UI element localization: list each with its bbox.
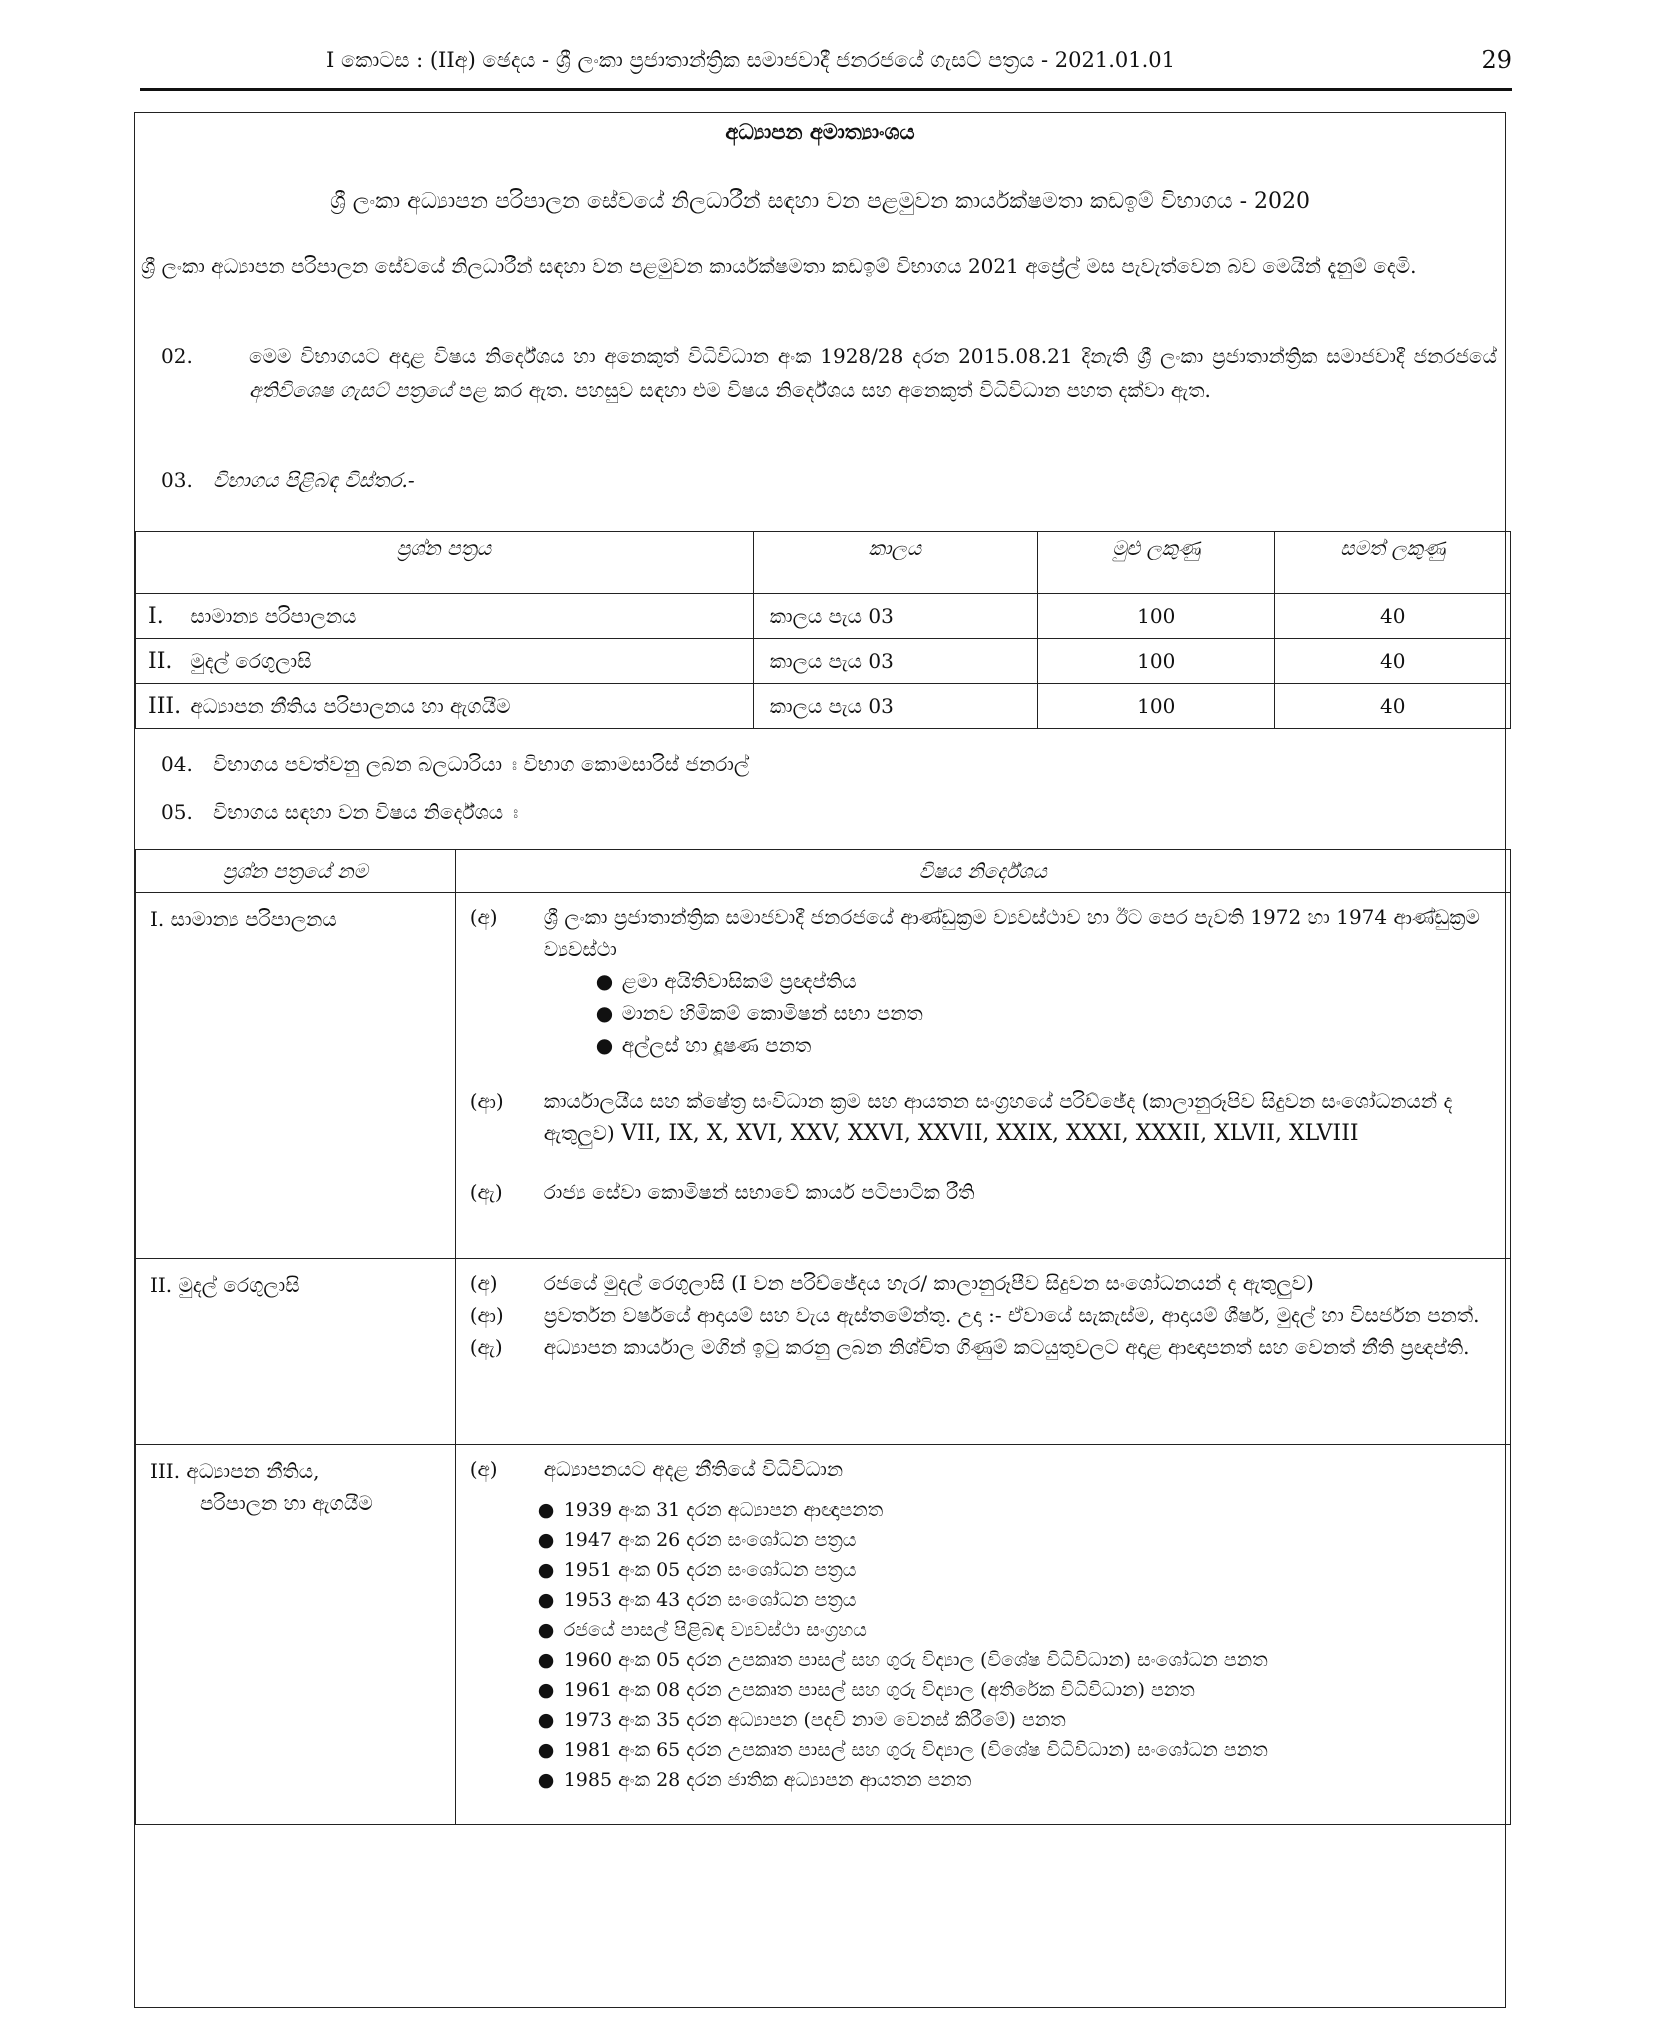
paper-name: අධ්‍යාපන නීතිය පරිපාලනය හා ඇගයීම [190,693,511,718]
syllabus-table [135,849,1511,1825]
bullet-icon: ● [537,1679,555,1701]
bullet-icon: ● [595,1001,614,1025]
table-row [136,684,1511,729]
list-item-text: මානව හිමිකම් කොමිෂන් සභා පනත [621,1001,923,1025]
bullet-icon: ● [537,1589,555,1611]
paper-name-cell [136,639,754,684]
list-item-text: 1953 අංක 43 දරන සංශෝධන පත්‍රය [563,1589,857,1611]
syllabus-item [456,901,1510,965]
list-item-text: 1961 අංක 08 දරන උපකෘත පාසල් සහ ගුරු විද්‍යාල (අතිරේක විධිවිධාන) පනත [563,1679,1195,1701]
roman-numeral: II. [148,648,173,674]
paper-name: මුදල් රෙගුලාසි [190,648,312,673]
pass-marks-cell: 40 [1275,684,1511,729]
list-item [538,1615,1510,1645]
list-item [538,1585,1510,1615]
item-label: (අ) [469,1457,498,1481]
syllabus-item [456,1085,1510,1150]
list-item [538,1765,1510,1795]
paragraph-text-italic: අතිවිශෙෂ ගැසට් පත්‍රයේ [249,378,453,402]
bullet-icon: ● [537,1769,555,1791]
total-marks-cell: 100 [1037,684,1275,729]
gazette-header [140,40,1512,84]
paragraph-05 [161,795,518,829]
pass-marks-cell: 40 [1275,594,1511,639]
bullet-list [456,965,1510,1061]
column-header: මුළු ලකුණු [1037,532,1275,594]
list-item [538,1555,1510,1585]
paper-name-cell [136,684,754,729]
list-item-text: 1939 අංක 31 දරන අධ්‍යාපන ආඥාපනත [563,1499,884,1521]
item-label: (ඇ) [469,1180,503,1204]
syllabus-item [456,1331,1510,1363]
list-item-text: 1947 අංක 26 දරන සංශෝධන පත්‍රය [563,1529,857,1551]
list-item [538,1495,1510,1525]
list-item-text: අල්ලස් හා දූෂණ පනත [621,1033,812,1057]
bullet-icon: ● [537,1499,555,1521]
exam-details-table [135,531,1511,729]
item-text: ශ්‍රී ලංකා ප්‍රජාතාන්ත්‍රික සමාජවාදී ජනරජයේ ආණ්ඩුක්‍රම ව්‍යවස්ථාව හා ඊට පෙර පැවති 1972 හා 1974 ආණ්ඩුක්‍රම ව්‍යවස්ථා [543,905,1480,961]
column-header: ප්‍රශ්න පත්‍රයේ නම [136,850,456,893]
table-row [136,594,1511,639]
roman-numeral: III. [148,693,182,719]
pass-marks-cell: 40 [1275,639,1511,684]
list-item [538,1525,1510,1555]
exam-title: ශ්‍රී ලංකා අධ්‍යාපන පරිපාලන සේවයේ නිලධාරීන් සඳහා වන පළමුවන කාර්යක්ෂමතා කඩඉම් විභාගය - 2020 [329,189,1311,214]
syllabus-item [456,1453,1510,1485]
paragraph-text-part: මෙම විභාගයට අදාළ විෂය නිර්දේශය හා අනෙකුත් විධිවිධාන අංක 1928/28 දරන 2015.08.21 දිනැති ශ්‍රී ලංකා ප්‍රජාතාන්ත්‍රික සමාජවාදී ජනරජයේ [249,344,1497,368]
page-number: 29 [1481,46,1512,74]
paragraph-text-part: පළ කර ඇත. පහසුව සඳහා එම විෂය නිර්දේශය සහ අනෙකුත් විධිවිධාන පහත දක්වා ඇත. [452,378,1211,402]
table-header-row [136,850,1511,893]
duration-cell: කාලය පැය 03 [753,639,1037,684]
list-item [538,1705,1510,1735]
bullet-icon: ● [537,1559,555,1581]
table-row [136,1445,1511,1825]
item-label: (ඇ) [469,1335,503,1359]
list-item [538,1675,1510,1705]
bullet-icon: ● [537,1709,555,1731]
table-row [136,639,1511,684]
syllabus-cell [455,893,1510,1259]
paper-name-cell [136,1445,456,1825]
list-item-text: 1973 අංක 35 දරන අධ්‍යාපන (පදවි නාම වෙනස් කිරීමේ) පනත [563,1709,1066,1731]
bullet-icon: ● [537,1649,555,1671]
duration-cell: කාලය පැය 03 [753,684,1037,729]
list-item [596,997,1510,1029]
list-item [538,1645,1510,1675]
paragraph-text [249,339,1497,407]
table-header-row [136,532,1511,594]
total-marks-cell: 100 [1037,639,1275,684]
list-item-text: 1951 අංක 05 දරන සංශෝධන පත්‍රය [563,1559,857,1581]
paragraph-number: 05. [161,800,193,824]
duration-cell: කාලය පැය 03 [753,594,1037,639]
syllabus-item [456,1267,1510,1299]
paragraph-text: විභාගය සඳහා වන විෂය නිර්දේශය ඃ [213,800,519,824]
item-text [544,1085,1510,1150]
ministry-heading: අධ්‍යාපන අමාත්‍යාංශය [725,119,915,144]
paragraph-03 [161,463,415,497]
paragraph-number: 04. [161,752,193,776]
column-header: විෂය නිර්දේශය [455,850,1510,893]
list-item [538,1735,1510,1765]
list-item [596,1029,1510,1061]
item-label: (අ) [469,1271,498,1295]
item-text: අධ්‍යාපන කාර්යාල මගින් ඉටු කරනු ලබන නිශ්චිත ගිණුම් කටයුතුවලට අදාළ ආඥාපනත් සහ වෙනත් නීති ප්‍රඥප්ති. [543,1335,1470,1359]
syllabus-cell [455,1259,1510,1445]
chapter-numerals: VII, IX, X, XVI, XXV, XXVI, XXVII, XXIX, XXXI, XXXII, XLVII, XLVIII [621,1121,1359,1146]
bullet-icon: ● [537,1529,555,1551]
header-rule [140,88,1512,91]
item-text: අධ්‍යාපනයට අදළ නීතියේ විධිවිධාන [543,1457,844,1481]
item-label: (ආ) [469,1089,504,1113]
paper-name-line: පරිපාලන හා ඇගයීම [200,1491,373,1515]
syllabus-section [456,901,1510,1208]
paper-name-line: III. අධ්‍යාපන නීතිය, [150,1459,320,1483]
bullet-icon: ● [595,969,614,993]
paragraph-number: 02. [161,344,193,368]
gazette-header-title: I කොටස : (IIඅ) ඡෙදය - ශ්‍රී ලංකා ප්‍රජාතාන්ත්‍රික සමාජවාදී ජනරජයේ ගැසට් පත්‍රය - 2021.01.01 [326,48,1176,72]
item-text-part: කාර්යාලයීය සහ ක්ෂේත්‍ර සංවිධාන ක්‍රම සහ ආයතන සංග්‍රහයේ පරිච්ඡේද (කාලානුරූපිව සිදුවන සංශෝධනයන් ද ඇතුලුව) [543,1089,1453,1145]
list-item-text: ළමා අයිතිවාසිකම් ප්‍රඥප්තිය [621,969,857,993]
item-text: ප්‍රවර්තන වර්ෂයේ ආදායම් සහ වැය ඇස්තමේන්තු. උදා :- ඒවායේ සැකැස්ම, ආදායම් ශීර්ෂ, මුදල් හා විසර්ජන පනත්. [543,1303,1480,1327]
list-item-text: 1960 අංක 05 දරන උපකෘත පාසල් සහ ගුරු විද්‍යාල (විශේෂ විධිවිධාන) සංශෝධන පනත [563,1649,1268,1671]
table-row [136,893,1511,1259]
item-label: (අ) [469,905,498,929]
list-item-text: 1985 අංක 28 දරන ජාතික අධ්‍යාපන ආයතන පනත [563,1769,972,1791]
syllabus-item [456,1299,1510,1331]
intro-paragraph: ශ්‍රී ලංකා අධ්‍යාපන පරිපාලන සේවයේ නිලධාරීන් සඳහා වන පළමුවන කාර්යක්ෂමතා කඩඉම් විභාගය 2021 අප්‍රේල් මස පැවැත්වෙන බව මෙයින් දැනුම් දෙමි. [141,254,1417,278]
table-row [136,1259,1511,1445]
paragraph-text: විභාගය පවත්වනු ලබන බලධාරියා ඃ විභාග කොමසාරිස් ජනරාල් [213,752,750,776]
paragraph-number: 03. [161,468,193,492]
bullet-icon: ● [537,1619,555,1641]
syllabus-cell [455,1445,1510,1825]
paper-name-cell: II. මුදල් රෙගුලාසි [136,1259,456,1445]
column-header: ප්‍රශ්න පත්‍රය [136,532,754,594]
bullet-icon: ● [595,1033,614,1057]
paragraph-text: විභාගය පිළිබඳ විස්තර.- [213,468,415,492]
item-label: (ආ) [469,1303,504,1327]
bullet-icon: ● [537,1739,555,1761]
paragraph-04 [161,747,749,781]
paper-name-cell: I. සාමාන්‍ය පරිපාලනය [136,893,456,1259]
column-header: සමත් ලකුණු [1275,532,1511,594]
notice-frame [134,112,1506,2008]
column-header: කාලය [753,532,1037,594]
paper-name-cell [136,594,754,639]
item-text: රාජ්‍ය සේවා කොමිෂන් සභාවේ කාර්ය පටිපාටික රීති [543,1180,975,1204]
list-item [596,965,1510,997]
paper-name: සාමාන්‍ය පරිපාලනය [190,603,357,628]
syllabus-item [456,1176,1510,1208]
item-text: රජයේ මුදල් රෙගුලාසි (I වන පරිච්ඡේදය හැර/ කාලානුරූපීව සිදුවන සංශෝධනයන් ද ඇතුලුව) [543,1271,1314,1295]
bullet-list [456,1495,1510,1795]
list-item-text: රජයේ පාසල් පිළිබඳ ව්‍යවස්ථා සංග්‍රහය [563,1619,867,1641]
roman-numeral: I. [148,603,164,629]
list-item-text: 1981 අංක 65 දරන උපකෘත පාසල් සහ ගුරු විද්‍යාල (විශේෂ විධිවිධාන) සංශෝධන පනත [563,1739,1268,1761]
total-marks-cell: 100 [1037,594,1275,639]
